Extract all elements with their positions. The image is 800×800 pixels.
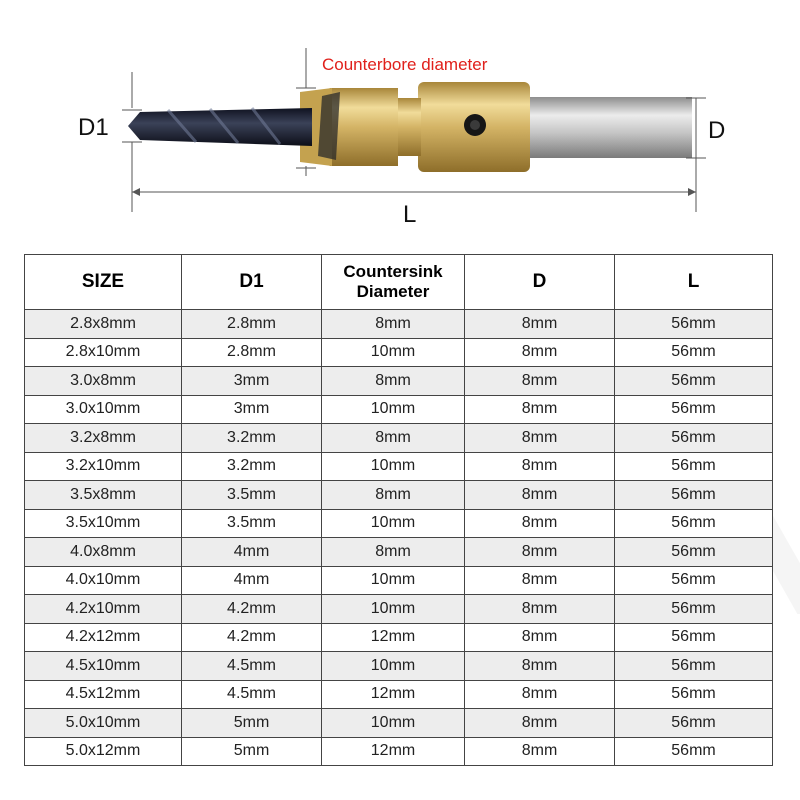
table-row <box>25 395 773 424</box>
cell-l: 56mm <box>615 509 773 538</box>
table-row <box>25 566 773 595</box>
l-label: L <box>403 201 417 228</box>
cell-size: 3.5x10mm <box>25 509 182 538</box>
cell-d1: 3mm <box>182 395 322 424</box>
cell-size: 3.0x8mm <box>25 367 182 396</box>
d1-label: D1 <box>78 114 109 141</box>
cell-l: 56mm <box>615 424 773 453</box>
cell-l: 56mm <box>615 680 773 709</box>
cell-l: 56mm <box>615 538 773 567</box>
cell-size: 3.5x8mm <box>25 481 182 510</box>
cell-d1: 4.5mm <box>182 652 322 681</box>
cell-countersink-diameter: 8mm <box>322 367 465 396</box>
cell-d1: 4.2mm <box>182 623 322 652</box>
header-countersink-line1: Countersink <box>343 262 443 281</box>
table-row <box>25 509 773 538</box>
cell-d1: 2.8mm <box>182 338 322 367</box>
cell-countersink-diameter: 10mm <box>322 709 465 738</box>
cell-size: 4.0x10mm <box>25 566 182 595</box>
cell-size: 3.0x10mm <box>25 395 182 424</box>
cell-countersink-diameter: 8mm <box>322 538 465 567</box>
cell-d1: 3.2mm <box>182 452 322 481</box>
cell-countersink-diameter: 12mm <box>322 737 465 766</box>
header-countersink-diameter <box>322 255 465 310</box>
cell-size: 4.2x10mm <box>25 595 182 624</box>
cell-countersink-diameter: 10mm <box>322 652 465 681</box>
cell-size: 5.0x10mm <box>25 709 182 738</box>
cell-d: 8mm <box>465 395 615 424</box>
cell-d1: 4.2mm <box>182 595 322 624</box>
cell-d: 8mm <box>465 338 615 367</box>
cell-l: 56mm <box>615 566 773 595</box>
table-row <box>25 481 773 510</box>
cell-d: 8mm <box>465 652 615 681</box>
cell-d: 8mm <box>465 367 615 396</box>
spec-table <box>24 254 773 766</box>
cell-l: 56mm <box>615 367 773 396</box>
cell-size: 4.0x8mm <box>25 538 182 567</box>
cell-d: 8mm <box>465 709 615 738</box>
d-label: D <box>708 117 726 144</box>
cell-d1: 4mm <box>182 566 322 595</box>
cell-size: 4.5x10mm <box>25 652 182 681</box>
cell-l: 56mm <box>615 652 773 681</box>
cell-size: 3.2x8mm <box>25 424 182 453</box>
cell-d: 8mm <box>465 310 615 339</box>
cell-countersink-diameter: 10mm <box>322 338 465 367</box>
cell-d: 8mm <box>465 566 615 595</box>
header-size: SIZE <box>25 255 182 310</box>
cell-size: 4.2x12mm <box>25 623 182 652</box>
cell-countersink-diameter: 8mm <box>322 424 465 453</box>
cell-countersink-diameter: 10mm <box>322 595 465 624</box>
cell-d: 8mm <box>465 509 615 538</box>
cell-size: 3.2x10mm <box>25 452 182 481</box>
counterbore-label: Counterbore diameter <box>322 55 488 74</box>
cell-d: 8mm <box>465 538 615 567</box>
header-l: L <box>615 255 773 310</box>
cell-l: 56mm <box>615 737 773 766</box>
table-row <box>25 652 773 681</box>
table-row <box>25 424 773 453</box>
cell-size: 4.5x12mm <box>25 680 182 709</box>
cell-d1: 3mm <box>182 367 322 396</box>
table-row <box>25 709 773 738</box>
cell-d1: 4.5mm <box>182 680 322 709</box>
cell-d: 8mm <box>465 680 615 709</box>
cell-d: 8mm <box>465 623 615 652</box>
cell-size: 2.8x10mm <box>25 338 182 367</box>
cell-countersink-diameter: 12mm <box>322 623 465 652</box>
spec-table-body <box>25 310 773 766</box>
table-row <box>25 737 773 766</box>
shank <box>528 97 692 158</box>
cell-d1: 3.5mm <box>182 509 322 538</box>
table-row <box>25 623 773 652</box>
cell-countersink-diameter: 10mm <box>322 452 465 481</box>
cell-d: 8mm <box>465 595 615 624</box>
table-header-row <box>25 255 773 310</box>
cell-d: 8mm <box>465 452 615 481</box>
cell-d1: 2.8mm <box>182 310 322 339</box>
cell-l: 56mm <box>615 623 773 652</box>
cell-d1: 3.2mm <box>182 424 322 453</box>
cell-size: 2.8x8mm <box>25 310 182 339</box>
cell-size: 5.0x12mm <box>25 737 182 766</box>
table-row <box>25 680 773 709</box>
table-row <box>25 595 773 624</box>
header-countersink-line2: Diameter <box>356 282 430 301</box>
cell-countersink-diameter: 10mm <box>322 395 465 424</box>
table-row <box>25 338 773 367</box>
cell-l: 56mm <box>615 310 773 339</box>
cell-l: 56mm <box>615 338 773 367</box>
drill-bit <box>128 108 312 146</box>
cell-d1: 5mm <box>182 709 322 738</box>
cell-l: 56mm <box>615 452 773 481</box>
table-row <box>25 452 773 481</box>
table-row <box>25 538 773 567</box>
cell-countersink-diameter: 8mm <box>322 481 465 510</box>
cell-d: 8mm <box>465 424 615 453</box>
cell-countersink-diameter: 8mm <box>322 310 465 339</box>
cell-l: 56mm <box>615 595 773 624</box>
cell-countersink-diameter: 12mm <box>322 680 465 709</box>
header-d1: D1 <box>182 255 322 310</box>
neck <box>395 98 421 156</box>
cell-d: 8mm <box>465 481 615 510</box>
table-row <box>25 310 773 339</box>
header-d: D <box>465 255 615 310</box>
cell-countersink-diameter: 10mm <box>322 509 465 538</box>
drill-bit-diagram <box>0 0 800 240</box>
cell-countersink-diameter: 10mm <box>322 566 465 595</box>
cell-l: 56mm <box>615 481 773 510</box>
cell-l: 56mm <box>615 709 773 738</box>
cell-d1: 4mm <box>182 538 322 567</box>
cell-d1: 5mm <box>182 737 322 766</box>
cell-d: 8mm <box>465 737 615 766</box>
table-row <box>25 367 773 396</box>
cell-l: 56mm <box>615 395 773 424</box>
cell-d1: 3.5mm <box>182 481 322 510</box>
